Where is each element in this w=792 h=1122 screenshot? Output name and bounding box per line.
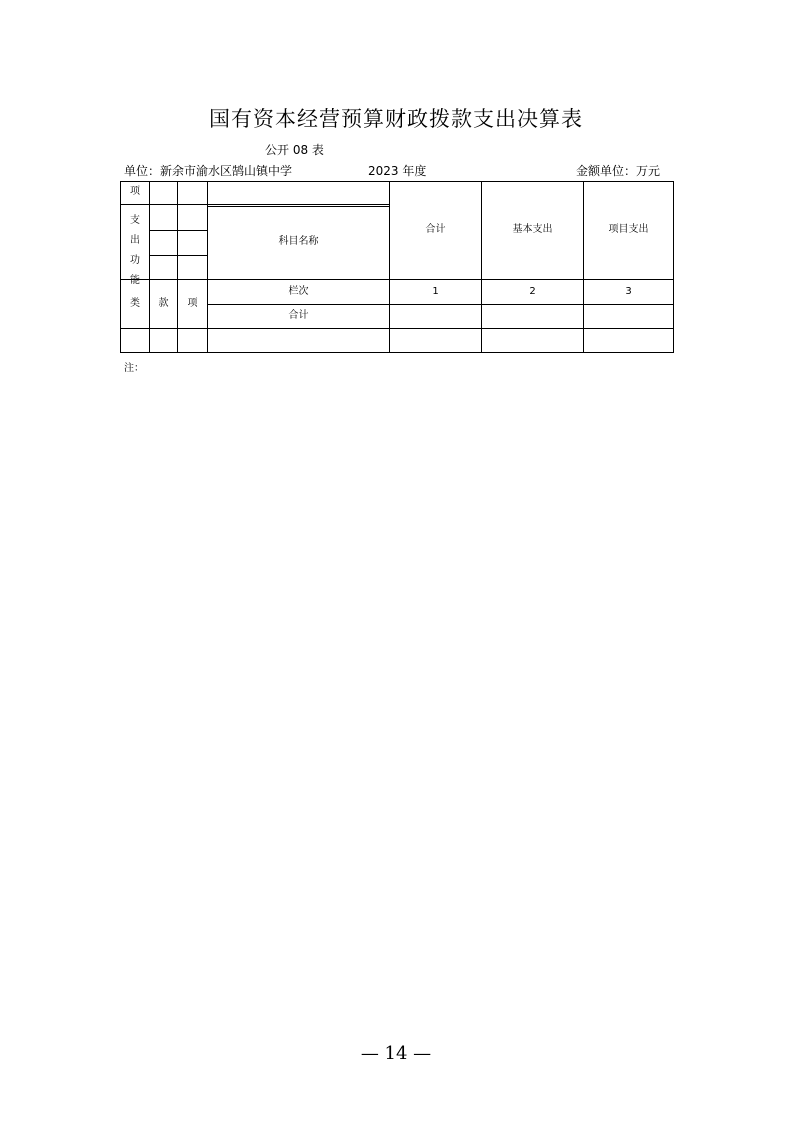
header-total: 合计	[425, 224, 446, 235]
func-class-char-3: 功	[130, 255, 140, 266]
header-lei: 类	[130, 298, 140, 309]
header-xiang: 项	[187, 298, 198, 309]
header-subject-name: 科目名称	[278, 236, 319, 247]
row-lanci-col2: 2	[529, 286, 536, 297]
header-project: 项目支出	[608, 224, 649, 235]
page-title: 国有资本经营预算财政拨款支出决算表	[209, 107, 583, 131]
table-code: 公开 08 表	[265, 143, 324, 157]
func-class-char-1: 支	[130, 215, 140, 226]
func-class-char-4: 能	[130, 275, 140, 286]
note-label: 注：	[124, 363, 144, 374]
row-lanci-col3: 3	[625, 286, 632, 297]
year-label: 2023 年度	[368, 164, 427, 178]
unit-label: 单位：新余市渝水区鹄山镇中学	[124, 164, 293, 178]
row-lanci-col1: 1	[432, 286, 439, 297]
header-xiang-top: 项	[130, 186, 140, 197]
header-basic: 基本支出	[512, 224, 553, 235]
row-lanci-label: 栏次	[288, 286, 309, 297]
row-sum-label: 合计	[288, 310, 309, 321]
page-number: — 14 —	[360, 1043, 432, 1064]
money-unit-label: 金额单位：万元	[576, 164, 661, 178]
func-class-char-2: 出	[130, 235, 140, 246]
header-kuan: 款	[158, 298, 169, 309]
